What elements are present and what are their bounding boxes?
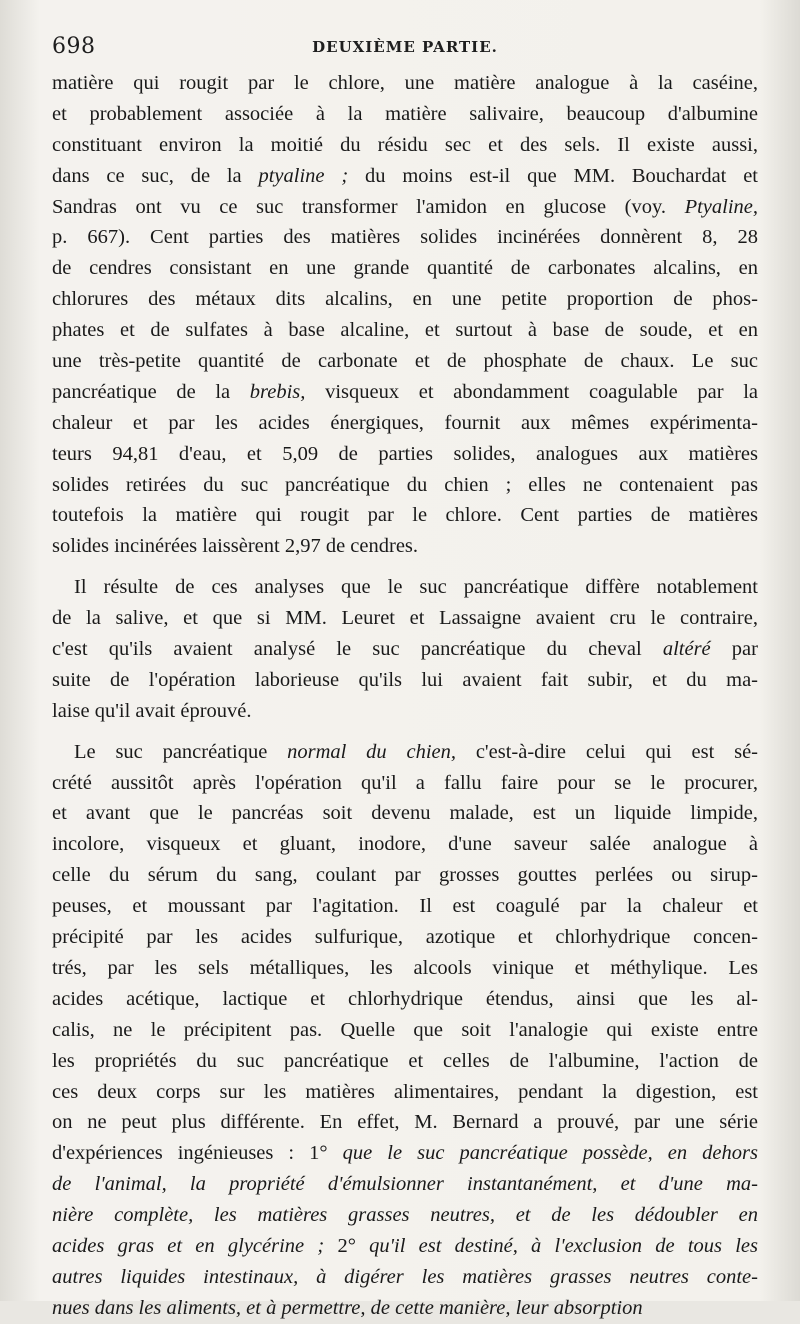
italic-text: de l'animal, la propriété d'émulsionner instantanément, et d'une ma- xyxy=(52,1173,758,1196)
text-line xyxy=(52,603,758,634)
text-line xyxy=(52,1231,758,1262)
text-line xyxy=(52,346,758,377)
text-line xyxy=(52,572,758,603)
text-line xyxy=(52,984,758,1015)
text-segment: Il résulte de ces analyses que le suc pancréatique diffère notablement xyxy=(74,576,758,599)
text-segment: acides acétique, lactique et chlorhydrique étendus, ainsi que les al- xyxy=(52,987,758,1010)
text-segment: peuses, et moussant par l'agitation. Il est coagulé par la chaleur et xyxy=(52,895,758,918)
text-line xyxy=(52,253,758,284)
text-segment: constituant environ la moitié du résidu sec et des sels. Il existe aussi, xyxy=(52,133,758,156)
paragraph-gap xyxy=(52,727,758,737)
text-segment: trés, par les sels métalliques, les alcools vinique et méthylique. Les xyxy=(52,956,758,979)
paragraph xyxy=(52,737,758,1324)
text-segment: par xyxy=(710,638,758,661)
italic-text: qu'il est destiné, à l'exclusion de tous les xyxy=(369,1234,759,1257)
text-segment: les propriétés du suc pancréatique et celles de l'albumine, l'action de xyxy=(52,1049,758,1072)
text-segment: on ne peut plus différente. En effet, M. Bernard a prouvé, par une série xyxy=(52,1111,758,1134)
text-segment: d'expériences ingénieuses : 1° xyxy=(52,1142,343,1165)
text-line xyxy=(52,891,758,922)
text-line xyxy=(52,1046,758,1077)
italic-text: nues dans les aliments, et à permettre, de cette manière, leur absorption xyxy=(52,1296,643,1319)
paragraph-gap xyxy=(52,562,758,572)
text-segment: teurs 94,81 d'eau, et 5,09 de parties solides, analogues aux matières xyxy=(52,442,758,465)
text-segment: laise qu'il avait éprouvé. xyxy=(52,699,252,722)
italic-text: ptyaline ; xyxy=(258,164,349,187)
text-segment: chaleur et par les acides énergiques, fournit aux mêmes expérimenta- xyxy=(52,411,758,434)
text-line xyxy=(52,531,758,562)
text-segment: et probablement associée à la matière salivaire, beaucoup d'albumine xyxy=(52,102,758,125)
text-line xyxy=(52,161,758,192)
text-segment: et avant que le pancréas soit devenu malade, est un liquide limpide, xyxy=(52,802,758,825)
text-line xyxy=(52,860,758,891)
text-line xyxy=(52,1107,758,1138)
text-segment: pancréatique de la xyxy=(52,380,250,403)
paragraph xyxy=(52,68,758,562)
text-segment: chlorures des métaux dits alcalins, en une petite proportion de phos- xyxy=(52,288,758,311)
text-segment: 2° xyxy=(337,1234,370,1257)
text-segment: une très-petite quantité de carbonate et de phosphate de chaux. Le suc xyxy=(52,350,758,373)
text-line xyxy=(52,1077,758,1108)
paragraph xyxy=(52,572,758,726)
italic-text: Ptyaline, xyxy=(684,195,758,218)
text-line xyxy=(52,798,758,829)
text-line xyxy=(52,222,758,253)
text-line xyxy=(52,922,758,953)
text-line xyxy=(52,1015,758,1046)
body-text xyxy=(52,68,758,1324)
text-line xyxy=(52,1138,758,1169)
italic-text: acides gras et en glycérine ; xyxy=(52,1234,338,1257)
italic-text: altéré xyxy=(662,638,711,661)
text-segment: de la salive, et que si MM. Leuret et Lassaigne avaient cru le contraire, xyxy=(52,607,758,630)
italic-text: que le suc pancréatique possède, en dehors xyxy=(342,1142,758,1165)
text-segment: de cendres consistant en une grande quantité de carbonates alcalins, en xyxy=(52,257,758,280)
text-segment: c'est qu'ils avaient analysé le suc pancréatique du cheval xyxy=(52,638,663,661)
text-segment: Le suc pancréatique xyxy=(74,740,288,763)
text-segment: phates et de sulfates à base alcaline, et surtout à base de soude, et en xyxy=(52,319,758,342)
italic-text: autres liquides intestinaux, à digérer les matières grasses neutres conte- xyxy=(52,1265,758,1288)
text-segment: c'est-à-dire celui qui est sé- xyxy=(456,740,758,763)
text-segment: solides retirées du suc pancréatique du chien ; elles ne contenaient pas xyxy=(52,473,758,496)
text-line xyxy=(52,192,758,223)
text-segment: visqueux et abondamment coagulable par la xyxy=(305,380,758,403)
text-segment: incolore, visqueux et gluant, inodore, d'une saveur salée analogue à xyxy=(52,833,758,856)
text-line xyxy=(52,315,758,346)
text-segment: toutefois la matière qui rougit par le chlore. Cent parties de matières xyxy=(52,504,758,527)
text-line xyxy=(52,377,758,408)
text-line xyxy=(52,500,758,531)
italic-text: nière complète, les matières grasses neutres, et de les dédoubler en xyxy=(52,1204,758,1227)
text-line xyxy=(52,1169,758,1200)
italic-text: brebis, xyxy=(249,380,306,403)
text-line xyxy=(52,68,758,99)
text-line xyxy=(52,696,758,727)
text-line xyxy=(52,665,758,696)
text-line xyxy=(52,130,758,161)
text-line xyxy=(52,470,758,501)
text-line xyxy=(52,408,758,439)
text-line xyxy=(52,284,758,315)
italic-text: normal du chien, xyxy=(287,740,457,763)
text-segment: du moins est-il que MM. Bouchardat et xyxy=(348,164,758,187)
text-line xyxy=(52,737,758,768)
text-segment: crété aussitôt après l'opération qu'il a fallu faire pour se le procurer, xyxy=(52,771,758,794)
text-segment: ces deux corps sur les matières alimentaires, pendant la digestion, est xyxy=(52,1080,758,1103)
text-segment: celle du sérum du sang, coulant par grosses gouttes perlées ou sirup- xyxy=(52,864,758,887)
text-segment: p. 667). Cent parties des matières solides incinérées donnèrent 8, 28 xyxy=(52,226,758,249)
text-segment: calis, ne le précipitent pas. Quelle que soit l'analogie qui existe entre xyxy=(52,1018,758,1041)
text-segment: précipité par les acides sulfurique, azotique et chlorhydrique concen- xyxy=(52,926,758,949)
text-segment: solides incinérées laissèrent 2,97 de cendres. xyxy=(52,535,419,558)
text-line xyxy=(52,1262,758,1293)
text-line xyxy=(52,768,758,799)
page-number: 698 xyxy=(52,34,96,59)
text-segment: matière qui rougit par le chlore, une matière analogue à la caséine, xyxy=(52,72,758,94)
text-line xyxy=(52,1293,758,1324)
page-header xyxy=(52,34,758,64)
text-line xyxy=(52,439,758,470)
running-head: DEUXIÈME PARTIE. xyxy=(312,38,498,56)
text-line xyxy=(52,1200,758,1231)
text-line xyxy=(52,829,758,860)
text-segment: Sandras ont vu ce suc transformer l'amidon en glucose (voy. xyxy=(52,195,685,218)
text-segment: dans ce suc, de la xyxy=(52,164,259,187)
text-line xyxy=(52,953,758,984)
text-segment: suite de l'opération laborieuse qu'ils lui avaient fait subir, et du ma- xyxy=(52,668,758,691)
text-line xyxy=(52,99,758,130)
text-line xyxy=(52,634,758,665)
